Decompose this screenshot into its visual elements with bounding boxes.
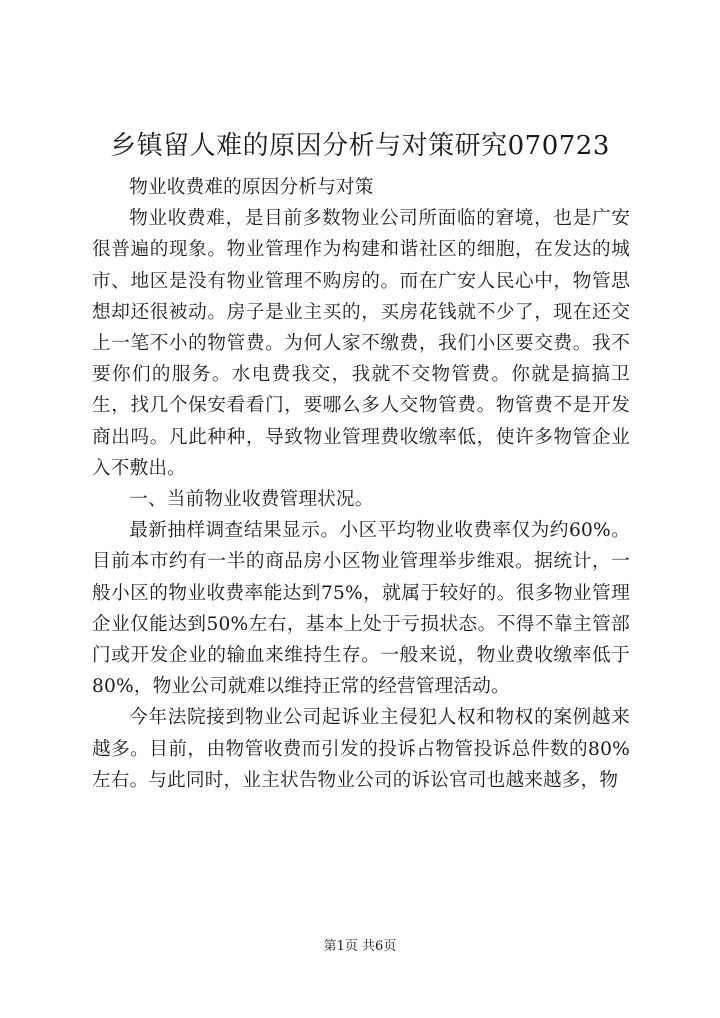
section-heading: 物业收费难的原因分析与对策 xyxy=(129,177,374,198)
document-body xyxy=(92,172,630,796)
paragraph: 今年法院接到物业公司起诉业主侵犯人权和物权的案例越来越多。目前，由物管收费而引发的投诉占物管投诉总件数的80%左右。与此同时，业主状告物业公司的诉讼官司也越来越多，物 xyxy=(92,707,630,791)
document-title: 乡镇留人难的原因分析与对策研究070723 xyxy=(110,131,610,161)
section-heading: 一、当前物业收费管理状况。 xyxy=(129,489,374,511)
page-number: 第1页 共6页 xyxy=(323,939,397,954)
paragraph: 最新抽样调查结果显示。小区平均物业收费率仅为约60%。目前本市约有一半的商品房小区物业管理举步维艰。据统计，一般小区的物业收费率能达到75%，就属于较好的。很多物业管理企业仅能达到50%左右，基本上处于亏损状态。不得不靠主管部门或开发企业的输血来维持生存。一般来说，物业费收缴率低于80%，物业公司就难以维持正常的经营管理活动。 xyxy=(92,520,630,698)
paragraph: 物业收费难，是目前多数物业公司所面临的窘境，也是广安很普遍的现象。物业管理作为构建和谐社区的细胞，在发达的城市、地区是没有物业管理不购房的。而在广安人民心中，物管思想却还很被动。房子是业主买的，买房花钱就不少了，现在还交上一笔不小的物管费。为何人家不缴费，我们小区要交费。我不要你们的服务。水电费我交，我就不交物管费。你就是搞搞卫生，找几个保安看看门，要哪么多人交物管费。物管费不是开发商出吗。凡此种种，导致物业管理费收缴率低，使许多物管企业入不敷出。 xyxy=(92,208,630,479)
